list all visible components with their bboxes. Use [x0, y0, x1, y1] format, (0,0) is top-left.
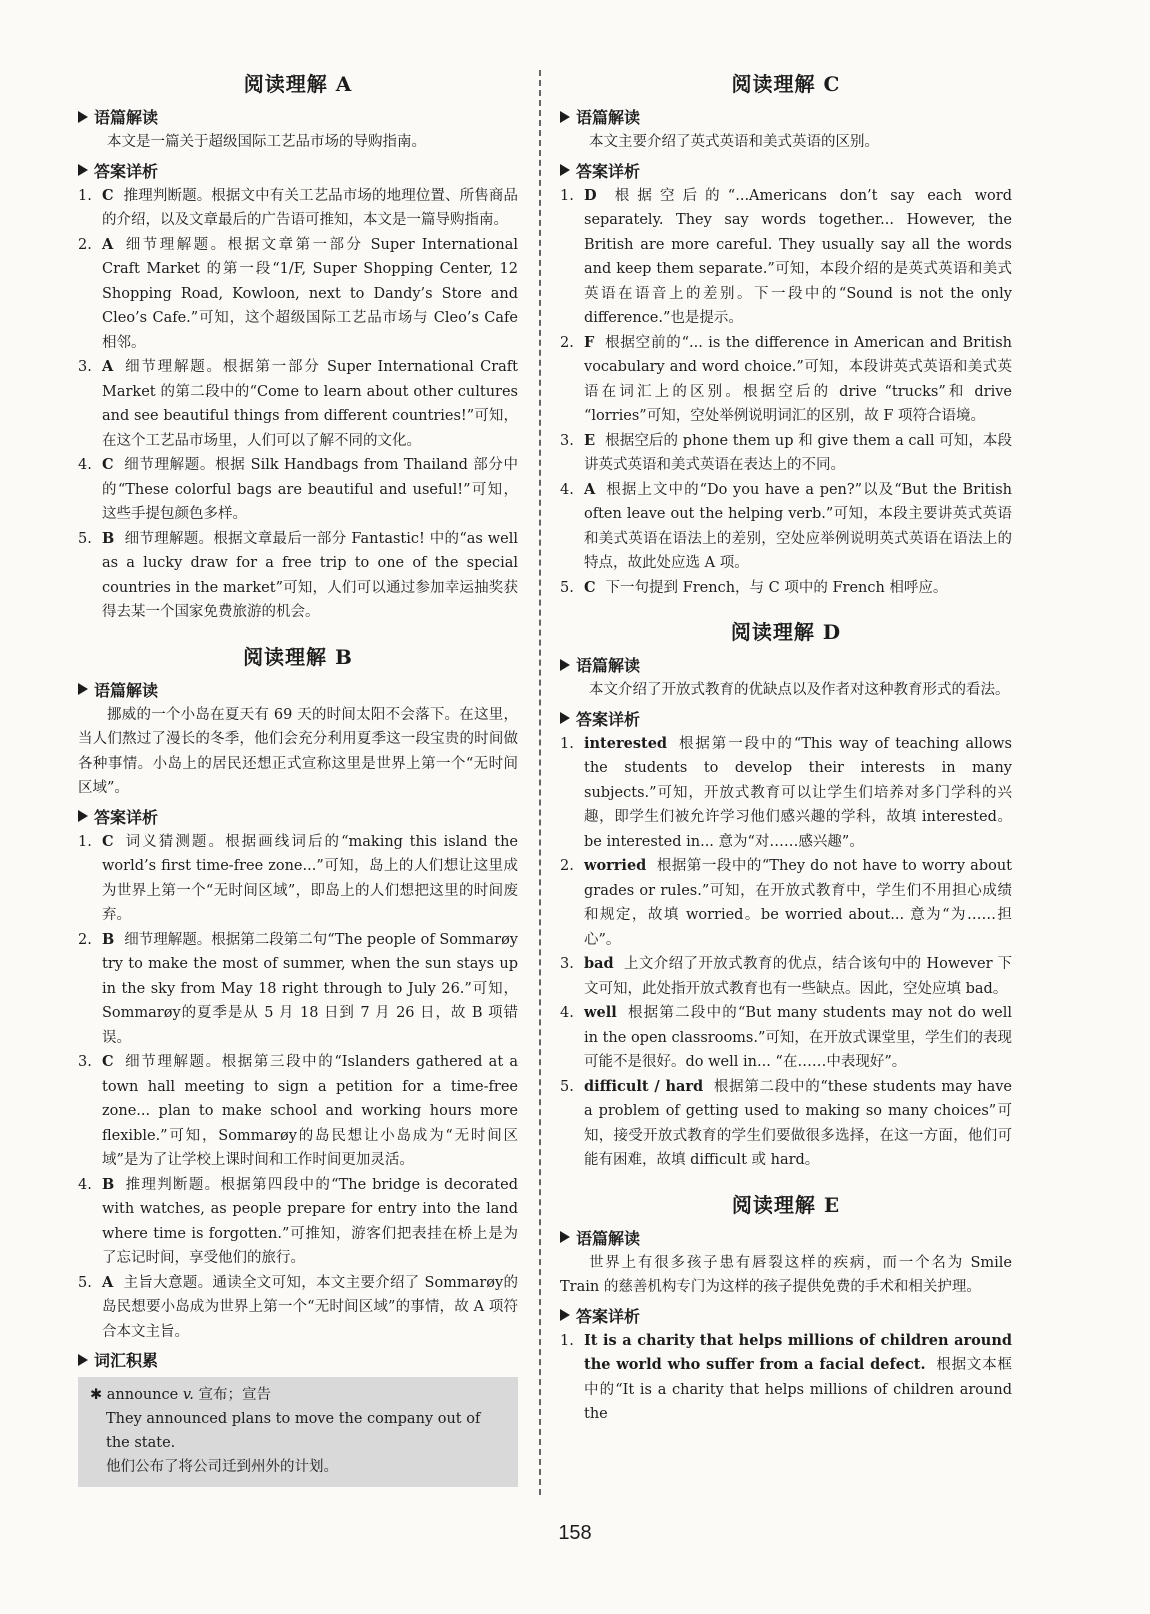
triangle-bullet-icon — [560, 1309, 570, 1321]
column-divider — [539, 70, 541, 1495]
answer-item: 2. worried 根据第一段中的“They do not have to worry about grades or rules.”可知，在开放式教育中，学生们不用担心成绩和规定，故填 worried。be worried about... 意为“为……担心”。 — [560, 857, 1012, 948]
section-title-c: 阅读理解 C — [731, 72, 841, 96]
answer-item: 5. difficult / hard 根据第二段中的“these students may have a problem of getting used to making so many choices”可知，接受开放式教育的学生们要做很多选择，在这一方面，他们可能有困难，故填 difficult 或 hard。 — [560, 1077, 1012, 1168]
heading-answers-c: 答案详析 — [560, 159, 1012, 182]
right-column — [560, 58, 1012, 1427]
vocab-pos: v. — [182, 1387, 194, 1403]
answer-item: 1. It is a charity that helps millions of children around the world who suffer from a facial defect. 根据文本框中的“It is a charity that helps millions of children around the — [560, 1331, 1012, 1422]
triangle-bullet-icon — [78, 683, 88, 695]
answer-item: 4. B 推理判断题。根据第四段中的“The bridge is decorated with watches, as people prepare for entry into the land where time is forgotten.”可推知，游客们把表挂在桥上是为了忘记时间，享受他们的旅行。 — [78, 1175, 518, 1266]
heading-passage-d: 语篇解读 — [560, 653, 1012, 676]
heading-answers-a: 答案详析 — [78, 159, 518, 182]
vocab-word: announce — [106, 1387, 179, 1403]
answer-item: 3. bad 上文介绍了开放式教育的优点，结合该句中的 However 下文可知，此处指开放式教育也有一些缺点。因此，空处应填 bad。 — [560, 955, 1012, 997]
star-icon: ✱ — [90, 1387, 103, 1403]
vocab-entry — [90, 1383, 508, 1407]
heading-passage-c: 语篇解读 — [560, 105, 1012, 128]
triangle-bullet-icon — [560, 111, 570, 123]
answer-item: 1. interested 根据第一段中的“This way of teaching allows the students to develop their interests in many subjects.”可知，开放式教育可以让学生们培养对多门学科的兴趣，即学生们被允许学习他们感兴趣的学科，故填 interested。be interested in... 意为“对……感兴趣”。 — [560, 734, 1012, 850]
heading-passage-a: 语篇解读 — [78, 105, 518, 128]
section-title-b: 阅读理解 B — [243, 644, 353, 669]
answer-item: 3. E 根据空后的 phone them up 和 give them a call 可知，本段讲英式英语和美式英语在表达上的不同。 — [560, 431, 1012, 473]
answer-list-d — [560, 732, 1012, 1173]
vocab-example-zh: 他们公布了将公司迁到州外的计划。 — [106, 1459, 338, 1475]
intro-b: 挪威的一个小岛在夏天有 69 天的时间太阳不会落下。在这里，当人们熬过了漫长的冬季，他们会充分利用夏季这一段宝贵的时间做各种事情。小岛上的居民还想正式宣称这里是世界上第一个“无时间区域”。 — [78, 706, 518, 796]
triangle-bullet-icon — [78, 111, 88, 123]
triangle-bullet-icon — [78, 810, 88, 822]
intro-d: 本文介绍了开放式教育的优缺点以及作者对这种教育形式的看法。 — [589, 682, 1010, 698]
answer-item: 2. F 根据空前的“... is the difference in American and British vocabulary and word choice.”可知，本段讲英式英语和美式英语在词汇上的区别。根据空后的 drive “trucks”和 drive “lorries”可知，空处举例说明词汇的区别，故 F 项符合语境。 — [560, 333, 1012, 424]
vocab-meaning: 宣布；宣告 — [198, 1387, 272, 1403]
triangle-bullet-icon — [78, 1354, 88, 1366]
answer-item: 5. B 细节理解题。根据文章最后一部分 Fantastic! 中的“as well as a lucky draw for a free trip to one of the special countries in the market”可知，人们可以通过参加幸运抽奖获得去某一个国家免费旅游的机会。 — [78, 529, 518, 620]
answer-item: 5. C 下一句提到 French，与 C 项中的 French 相呼应。 — [560, 578, 948, 596]
vocab-example-en: They announced plans to move the company out of the state. — [106, 1411, 481, 1451]
section-title-e: 阅读理解 E — [731, 1192, 841, 1217]
section-title-d: 阅读理解 D — [730, 620, 842, 644]
answer-item: 5. A 主旨大意题。通读全文可知，本文主要介绍了 Sommarøy的岛民想要小岛成为世界上第一个“无时间区域”的事情，故 A 项符合本文主旨。 — [78, 1273, 518, 1340]
intro-e: 世界上有很多孩子患有唇裂这样的疾病，而一个名为 Smile Train 的慈善机构专门为这样的孩子提供免费的手术和相关护理。 — [560, 1254, 1012, 1295]
triangle-bullet-icon — [78, 164, 88, 176]
vocab-box — [78, 1377, 518, 1487]
answer-item: 1. C 推理判断题。根据文中有关工艺品市场的地理位置、所售商品的介绍，以及文章最后的广告语可推知，本文是一篇导购指南。 — [78, 186, 518, 228]
answer-list-c — [560, 184, 1012, 601]
answer-list-b — [78, 830, 518, 1345]
answer-item: 4. C 细节理解题。根据 Silk Handbags from Thailand 部分中的“These colorful bags are beautiful and useful!”可知，这些手提包颜色多样。 — [78, 456, 518, 522]
triangle-bullet-icon — [560, 712, 570, 724]
left-column — [78, 58, 518, 1487]
heading-passage-e: 语篇解读 — [560, 1226, 1012, 1249]
answer-item: 3. C 细节理解题。根据第三段中的“Islanders gathered at a town hall meeting to sign a petition for a time-free zone... plan to make school and working hours more flexible.”可知，Sommarøy的岛民想让小岛成为“无时间区域”是为了让学校上课时间和工作时间更加灵活。 — [78, 1053, 518, 1168]
intro-c: 本文主要介绍了英式英语和美式英语的区别。 — [589, 134, 879, 150]
heading-passage-b: 语篇解读 — [78, 678, 518, 701]
answer-list-a — [78, 184, 518, 625]
page-number: 158 — [558, 1522, 592, 1544]
answer-item: 2. A 细节理解题。根据文章第一部分 Super International Craft Market 的第一段“1/F, Super Shopping Center, 12 Shopping Road, Kowloon, next to Dandy’s Store and Cleo’s Cafe.”可知，这个超级国际工艺品市场与 Cleo’s Cafe 相邻。 — [78, 235, 518, 351]
triangle-bullet-icon — [560, 659, 570, 671]
answer-list-e — [560, 1329, 1012, 1427]
answer-item: 3. A 细节理解题。根据第一部分 Super International Craft Market 的第二段中的“Come to learn about other cultures and see beautiful things from different countries!”可知，在这个工艺品市场里，人们可以了解不同的文化。 — [78, 358, 518, 449]
section-title-a: 阅读理解 A — [243, 72, 353, 96]
intro-a: 本文是一篇关于超级国际工艺品市场的导购指南。 — [107, 134, 426, 150]
triangle-bullet-icon — [560, 164, 570, 176]
answer-item: 4. well 根据第二段中的“But many students may not do well in the open classrooms.”可知，在开放式课堂里，学生们的表现可能不是很好。do well in... “在……中表现好”。 — [560, 1004, 1012, 1070]
answer-item: 4. A 根据上文中的“Do you have a pen?”以及“But the British often leave out the helping verb.”可知，本段主要讲英式英语和美式英语在语法上的差别，空处应举例说明英式英语在语法上的特点，故此处应选 A 项。 — [560, 480, 1012, 571]
heading-answers-d: 答案详析 — [560, 707, 1012, 730]
answer-item: 1. D 根据空后的“...Americans don’t say each word separately. They say words together... However, the British are more careful. They usually say all the words and keep them separate.”可知，本段介绍的是英式英语和美式英语在语音上的差别。下一段中的“Sound is not the only difference.”也是提示。 — [560, 186, 1012, 326]
answer-item: 1. C 词义猜测题。根据画线词后的“making this island the world’s first time-free zone...”可知，岛上的人们想让这里成为世界上第一个“无时间区域”，即岛上的人们想把这里的时间废弃。 — [78, 832, 518, 923]
heading-vocab: 词汇积累 — [78, 1348, 518, 1371]
heading-answers-b: 答案详析 — [78, 805, 518, 828]
heading-answers-e: 答案详析 — [560, 1304, 1012, 1327]
answer-item: 2. B 细节理解题。根据第二段第二句“The people of Sommarøy try to make the most of summer, when the sun stays up in the sky from May 18 right through to July 26.”可知，Sommarøy的夏季是从 5 月 18 日到 7 月 26 日，故 B 项错误。 — [78, 930, 518, 1046]
triangle-bullet-icon — [560, 1231, 570, 1243]
